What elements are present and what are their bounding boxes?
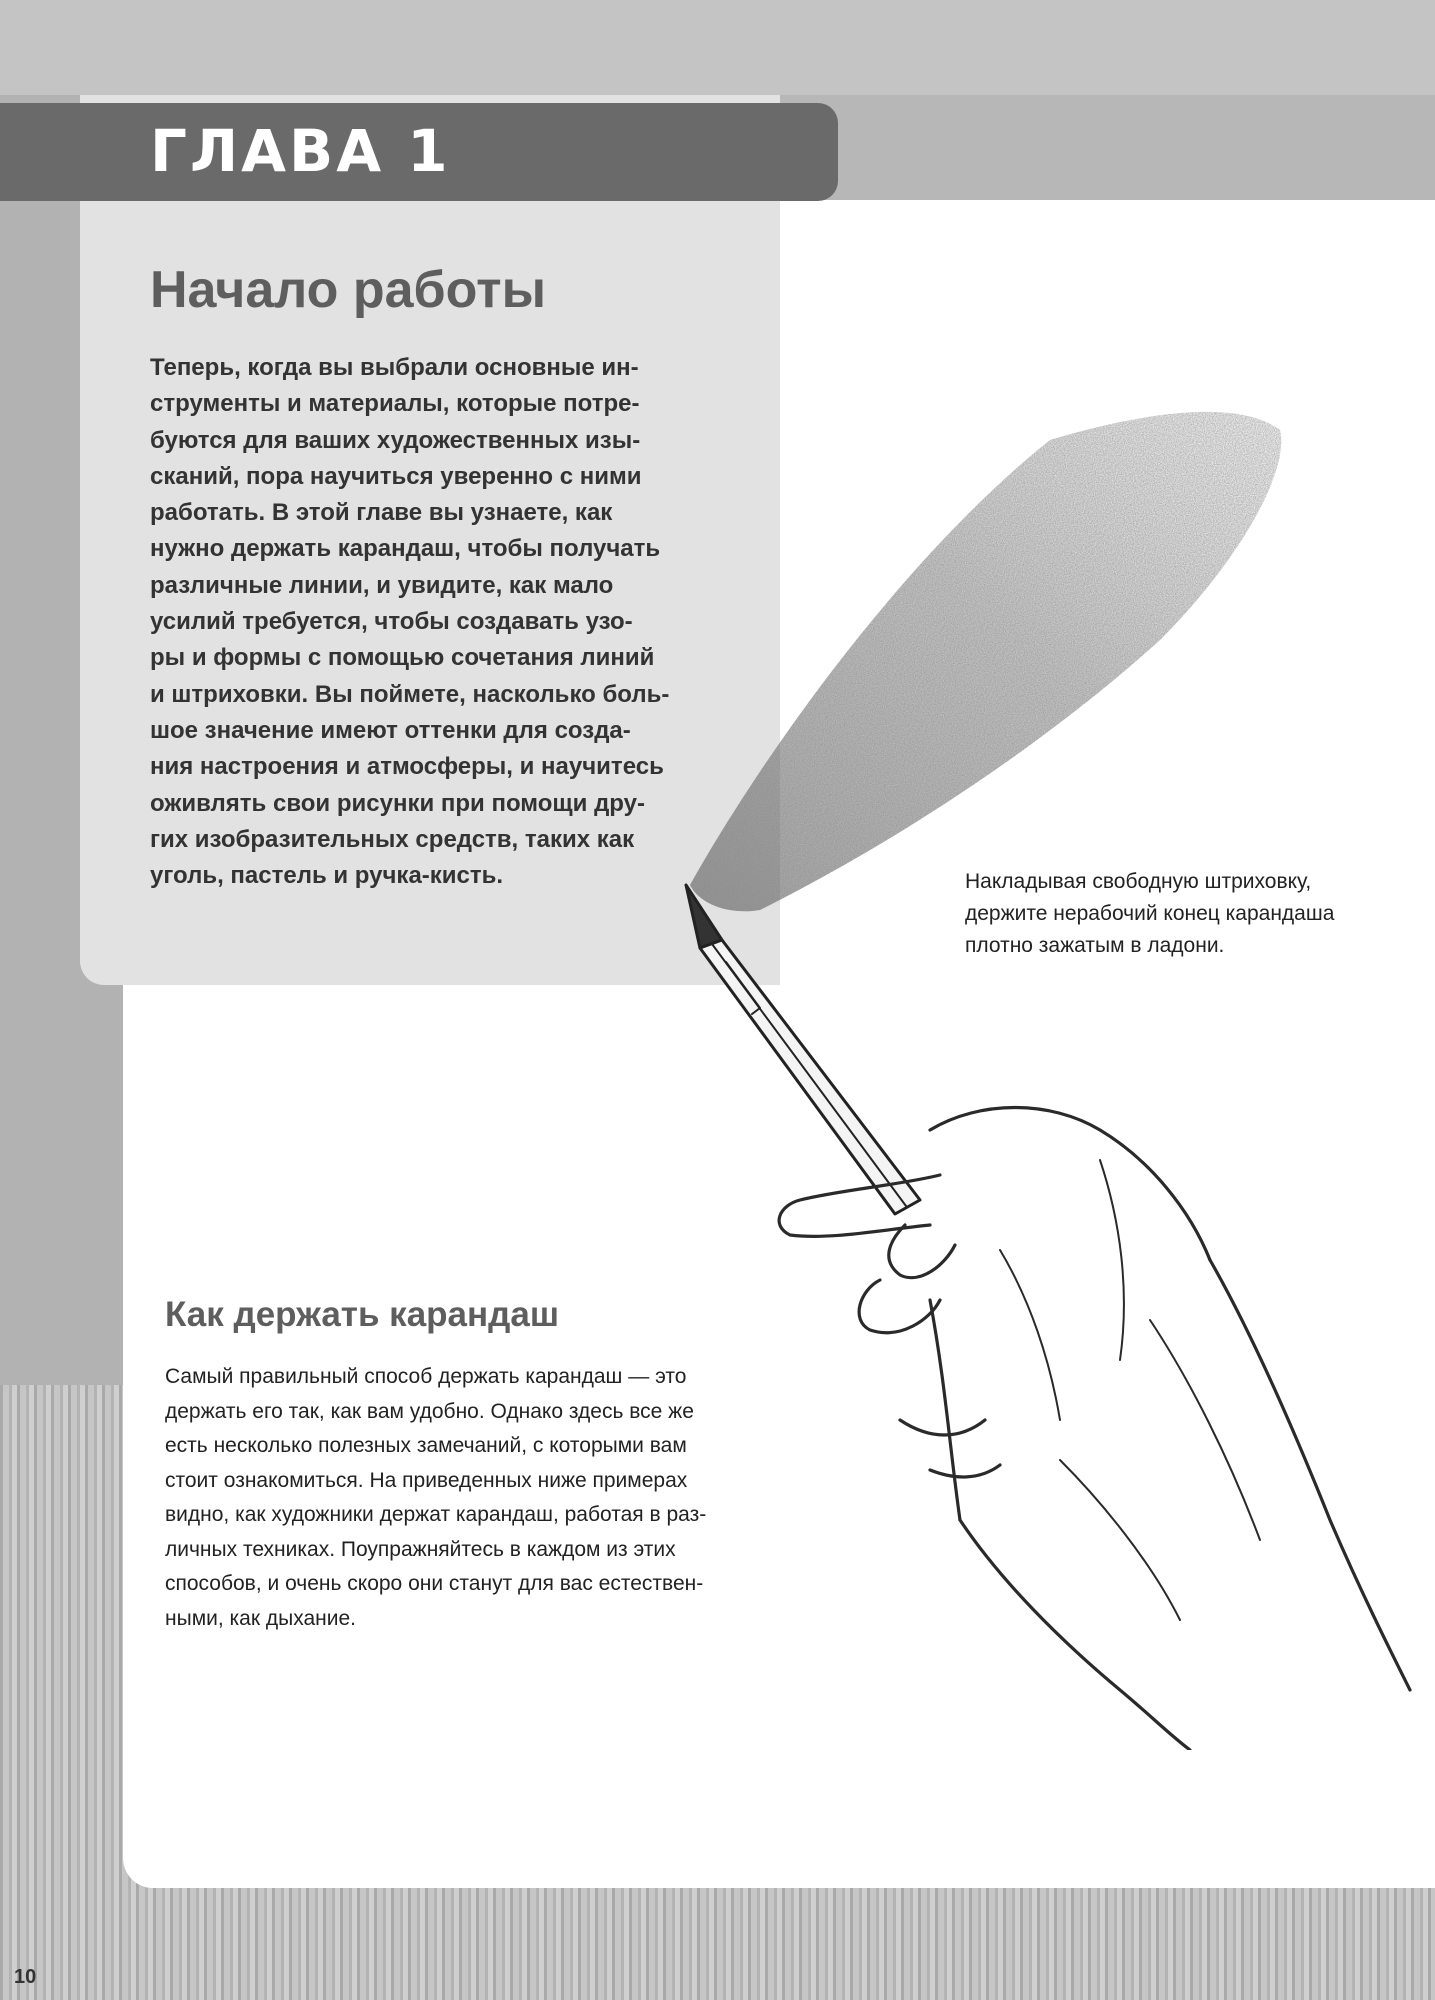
intro-line: струменты и материалы, которые потре- bbox=[150, 390, 640, 418]
body-line: есть несколько полезных замечаний, с которыми вам bbox=[165, 1434, 687, 1457]
body-line: видно, как художники держат карандаш, работая в раз- bbox=[165, 1503, 707, 1526]
body-line: держать его так, как вам удобно. Однако здесь все же bbox=[165, 1399, 694, 1423]
intro-line: буются для ваших художественных изы- bbox=[150, 426, 641, 454]
intro-line: сканий, пора научиться уверенно с ними bbox=[150, 462, 642, 490]
page-number: 10 bbox=[14, 1966, 37, 1988]
intro-line: гих изобразительных средств, таких как bbox=[150, 825, 635, 853]
intro-line: уголь, пастель и ручка-кисть. bbox=[150, 862, 504, 890]
body-line: стоит ознакомиться. На приведенных ниже примерах bbox=[165, 1468, 688, 1492]
intro-paragraph bbox=[150, 350, 710, 894]
intro-line: усилий требуется, чтобы создавать узо- bbox=[150, 608, 633, 636]
body-line: способов, и очень скоро они станут для вас естествен- bbox=[165, 1572, 704, 1595]
intro-line: ры и формы с помощью сочетания линий bbox=[150, 644, 655, 672]
intro-line: Теперь, когда вы выбрали основные ин- bbox=[150, 354, 639, 381]
body-line: ными, как дыхание. bbox=[165, 1606, 357, 1630]
caption-line: держите нерабочий конец карандаша bbox=[965, 902, 1335, 925]
pencil-drawing bbox=[686, 885, 920, 1214]
top-background-strip bbox=[0, 0, 1435, 100]
illustration-caption bbox=[965, 866, 1395, 962]
header-gray-band bbox=[780, 95, 1435, 207]
intro-line: работать. В этой главе вы узнаете, как bbox=[150, 499, 613, 527]
intro-line: ния настроения и атмосферы, и научитесь bbox=[150, 753, 664, 781]
section-paragraph bbox=[165, 1360, 805, 1636]
chapter-label: ГЛАВА 1 bbox=[150, 117, 451, 185]
intro-line: нужно держать карандаш, чтобы получать bbox=[150, 535, 661, 563]
intro-line: и штриховки. Вы поймете, насколько боль- bbox=[150, 680, 670, 708]
intro-line: различные линии, и увидите, как мало bbox=[150, 571, 614, 599]
body-line: личных техниках. Поупражняйтесь в каждом из этих bbox=[165, 1537, 676, 1561]
intro-line: шое значение имеют оттенки для созда- bbox=[150, 716, 631, 744]
caption-line: Накладывая свободную штриховку, bbox=[965, 870, 1312, 893]
section-title: Как держать карандаш bbox=[165, 1295, 560, 1334]
body-line: Самый правильный способ держать карандаш — это bbox=[165, 1365, 687, 1388]
hand-drawing bbox=[779, 1108, 1410, 1751]
caption-line: плотно зажатым в ладони. bbox=[965, 934, 1225, 957]
chapter-title: Начало работы bbox=[150, 261, 546, 319]
intro-line: оживлять свои рисунки при помощи дру- bbox=[150, 789, 645, 817]
